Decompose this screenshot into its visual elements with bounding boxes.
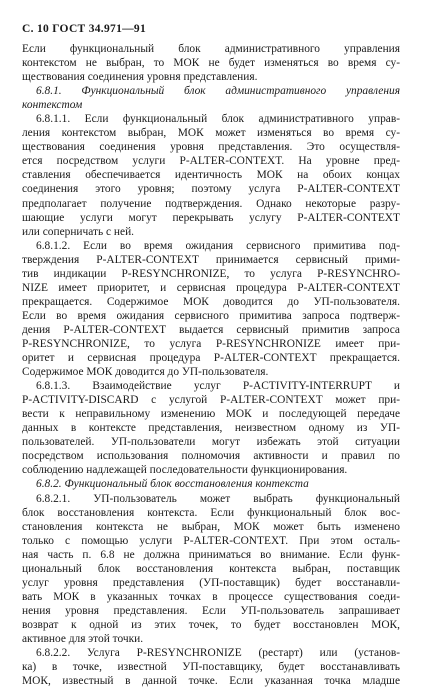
text-line: контекстом [22,99,83,112]
text-line: дения P-ALTER-CONTEXT выдается сервисный примитив запроса [22,323,400,336]
text-line: ления контекстом выбран, МОК может изменяться во время су- [22,127,400,140]
text-line: прекращается. Содержимое МОК доводится до УП-пользователя. [22,295,400,308]
text-line: Если во время ожидания сервисного примитива запроса подтверж- [22,309,400,322]
text-line: соблюдению надлежащей последовательности функционирования. [22,464,348,477]
text-line: возврат к одной из этих точек, то будет восстановлен МОК, [22,618,400,631]
text-line: шающие услуги могут перекрывать услугу P-ALTER-CONTEXT [22,211,400,224]
paragraph [22,379,400,477]
text-line: циональный блок восстановления контекста выбран, поставщик [22,562,400,575]
text-line: 6.8.1.2. Если во время ожидания сервисного примитива под- [36,239,400,252]
text-line: Если функциональный блок административного управления [22,43,400,55]
text-line: становления контекста не выбран, МОК может быть изменено [22,520,400,533]
text-line: Содержимое МОК доводится до УП-пользователя. [22,366,269,379]
text-line: 6.8.2.2. Услуга P-RESYNCHRONIZE (рестарт) или (установ- [36,647,400,660]
text-line: данных в контексте представления, неизвестном одному из УП- [22,422,400,435]
text-line: вать МОК в указанных точках в процессе существования соеди- [22,590,400,603]
paragraph [22,646,400,688]
text-line: P-RESYNCHRONIZE, то услуга P-RESYNCHRONIZE имеет при- [22,337,400,350]
text-line: контекстом не выбран, то МОК не будет изменяться во время су- [22,57,400,70]
text-line: P-ACTIVITY-DISCARD с услугой P-ALTER-CONTEXT может при- [22,394,400,407]
text-line: блок восстановления контекста. Если функциональный блок вос- [22,506,400,519]
text-line: 6.8.1. Функциональный блок административного управления [36,85,400,98]
text-line: 6.8.2. Функциональный блок восстановления контекста [36,478,309,491]
text-line: активное для этой точки. [22,632,144,645]
text-line: предполагает получение подтверждения. Однако некоторые разру- [22,197,400,210]
text-line: 6.8.2.1. УП-пользователь может выбрать функциональный [36,492,400,505]
text-line: ществования соединения уровня представления. [22,71,258,84]
paragraph [22,239,400,379]
text-line: оритет и сервисная процедура P-ALTER-CONTEXT прекращается. [22,352,400,365]
section-heading [22,84,400,112]
text-line: ка) в точке, известной УП-поставщику, будет восстанавливать [22,661,400,674]
text-line: посредством использования полномочия активности и правил по [22,450,400,463]
page-header: С. 10 ГОСТ 34.971—91 [22,23,147,35]
text-line: только с помощью услуги P-ALTER-CONTEXT. При этом осталь- [22,534,400,547]
section-heading [22,477,400,491]
text-line: МОК, известный в данной точке. Если указанная точка младше [22,675,400,688]
paragraph [22,42,400,84]
paragraph [22,492,400,647]
text-line: соединения этого уровня; поэтому услуга P-ALTER-CONTEXT [22,183,400,196]
text-line: 6.8.1.3. Взаимодействие услуг P-ACTIVITY-INTERRUPT и [36,380,400,393]
text-line: ная часть п. 6.8 не должна приниматься во внимание. Если функ- [22,548,400,561]
text-line: или соперничать с ней. [22,225,135,238]
paragraph [22,112,400,238]
text-line: пользователей. УП-пользователи могут избежать этой ситуации [22,436,400,449]
text-line: вести к неправильному изменению МОК и последующей передаче [22,408,400,421]
text-line: тверждения P-ALTER-CONTEXT принимается сервисный прими- [22,253,400,266]
text-line: 6.8.1.1. Если функциональный блок административного управ- [36,113,400,126]
text-line: тив индикации P-RESYNCHRONIZE, то услуга P-RESYNCHRO- [22,267,400,280]
document-body [22,42,400,688]
text-line: NIZE имеет приоритет, и сервисная процедура P-ALTER-CONTEXT [22,281,400,294]
text-line: услуг уровня представления (УП-поставщик) будет восстанавли- [22,576,400,589]
text-line: нения уровня представления. Если УП-пользователь запрашивает [22,604,400,617]
text-line: ставления обеспечивается идентичность МОК на обоих концах [22,169,400,182]
text-line: ществования соединения уровня представления. Это осуществля- [22,141,400,154]
text-line: ется посредством услуги P-ALTER-CONTEXT. На уровне пред- [22,155,400,168]
